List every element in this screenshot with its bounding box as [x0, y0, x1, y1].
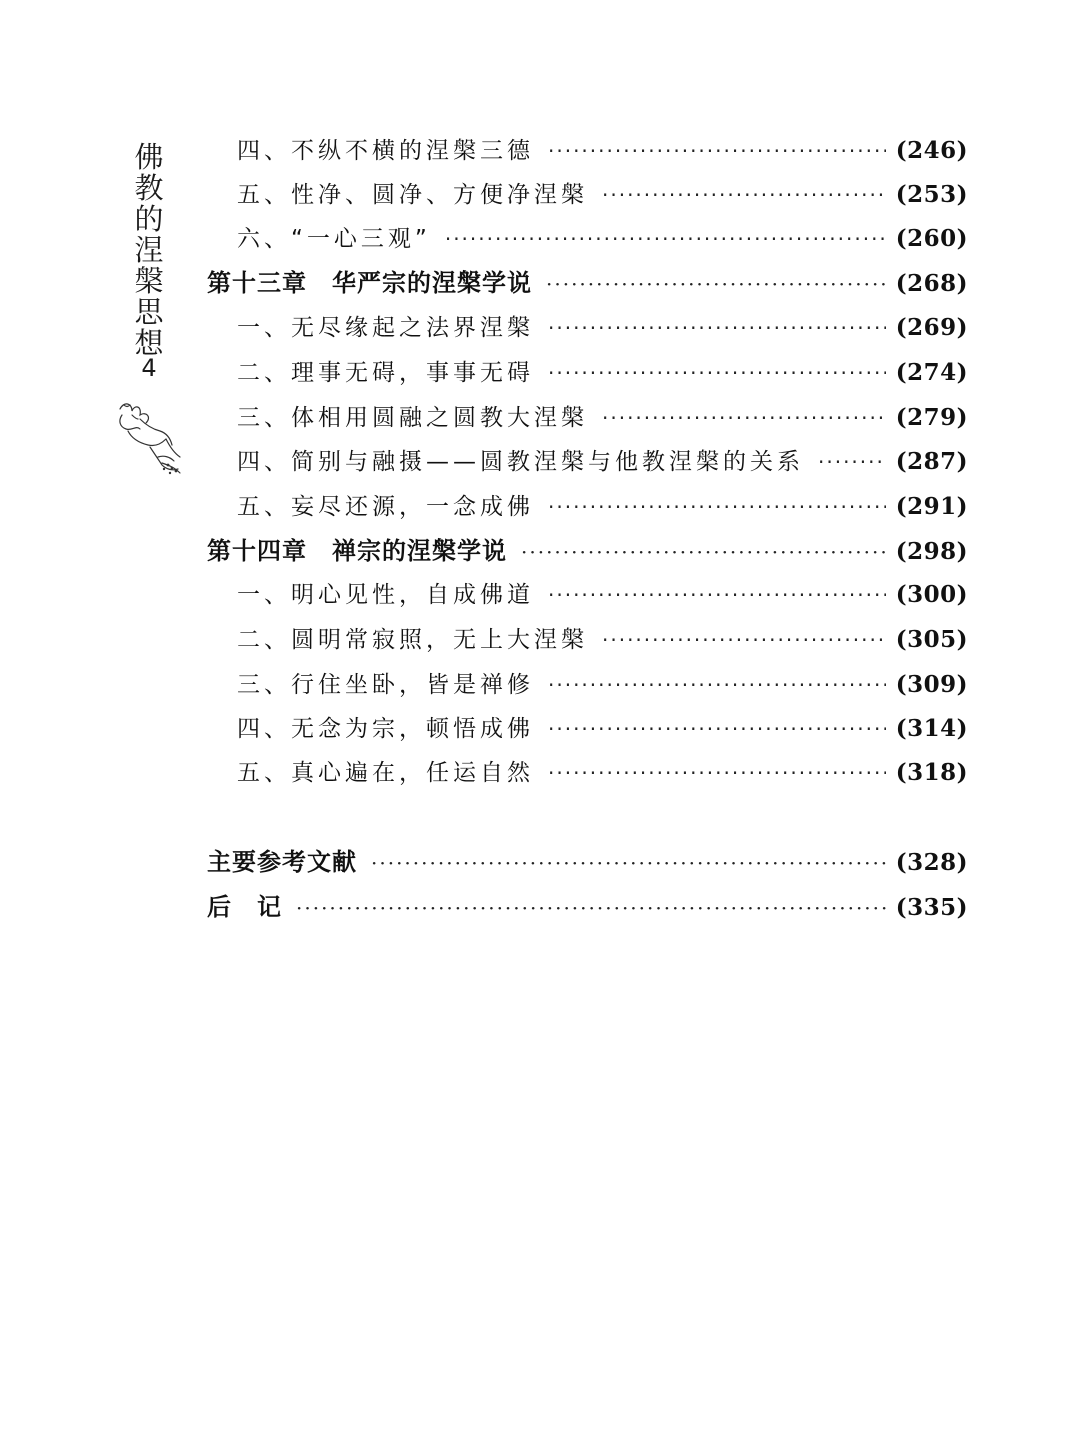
- toc-chapter: [207, 885, 968, 929]
- toc-entry-page: (318): [895, 759, 968, 786]
- toc-entry-page: (309): [895, 671, 968, 698]
- toc-chapter-page: (268): [895, 270, 968, 297]
- toc-entry: [237, 173, 968, 217]
- toc-chapter-title: 第十三章 华严宗的涅槃学说: [207, 268, 532, 297]
- toc-entry-page: (274): [895, 359, 968, 386]
- leader-dots: [602, 396, 886, 440]
- leader-dots: [818, 440, 886, 484]
- toc-chapter-page: (335): [895, 894, 968, 921]
- toc-entry-title: 四、简别与融摄——圆教涅槃与他教涅槃的关系: [237, 449, 804, 475]
- toc-entry-title: 四、无念为宗，顿悟成佛: [237, 716, 534, 742]
- toc-entry: [237, 129, 968, 173]
- leader-dots: [548, 485, 886, 529]
- toc-entry-title: 一、明心见性，自成佛道: [237, 582, 534, 608]
- toc-entry-title: 四、不纵不横的涅槃三德: [237, 138, 534, 164]
- page-number: 4: [141, 354, 157, 382]
- toc-entry-page: (305): [895, 626, 968, 653]
- toc-chapter: [207, 261, 968, 305]
- running-book-title: [131, 142, 167, 359]
- toc-chapter-title: 后 记: [207, 892, 282, 921]
- toc-chapter-page: (298): [895, 538, 968, 565]
- toc-entry-title: 三、行住坐卧，皆是禅修: [237, 672, 534, 698]
- title-char: 槃: [134, 264, 164, 298]
- toc-entry-page: (291): [895, 493, 968, 520]
- leader-dots: [602, 618, 886, 662]
- toc-entry-title: 五、真心遍在，任运自然: [237, 760, 534, 786]
- toc-entry-page: (269): [895, 314, 968, 341]
- toc-chapter: [207, 840, 968, 884]
- toc-entry: [237, 485, 968, 529]
- toc-chapter: [207, 529, 968, 573]
- leader-dots: [546, 262, 886, 306]
- toc-chapter-title: 第十四章 禅宗的涅槃学说: [207, 536, 507, 565]
- toc-entry-page: (287): [895, 448, 968, 475]
- toc-entry-title: 五、性净、圆净、方便净涅槃: [237, 182, 588, 208]
- toc-entry: [237, 306, 968, 350]
- leader-dots: [548, 129, 886, 173]
- title-char: 教: [134, 171, 164, 205]
- toc-entry-page: (279): [895, 404, 968, 431]
- title-char: 思: [134, 295, 164, 329]
- toc-entry: [237, 573, 968, 617]
- toc-entry: [237, 618, 968, 662]
- leader-dots: [548, 573, 886, 617]
- toc-entry-title: 六、“一心三观”: [237, 226, 431, 252]
- toc-chapter-page: (328): [895, 849, 968, 876]
- leader-dots: [296, 886, 886, 930]
- toc-entry: [237, 351, 968, 395]
- toc-entry-title: 一、无尽缘起之法界涅槃: [237, 315, 534, 341]
- toc-chapter-title: 主要参考文献: [207, 847, 357, 876]
- leader-dots: [548, 707, 886, 751]
- toc-entry-page: (253): [895, 181, 968, 208]
- lotus-hand-ornament-icon: [110, 395, 190, 481]
- toc-entry-page: (246): [895, 137, 968, 164]
- leader-dots: [548, 351, 886, 395]
- toc-entry: [237, 707, 968, 751]
- toc-entry: [237, 396, 968, 440]
- toc-entry: [237, 440, 968, 484]
- leader-dots: [445, 217, 886, 261]
- toc-entry-title: 二、圆明常寂照，无上大涅槃: [237, 627, 588, 653]
- leader-dots: [548, 751, 886, 795]
- toc-entry: [237, 217, 968, 261]
- leader-dots: [371, 841, 886, 885]
- toc-entry-page: (260): [895, 225, 968, 252]
- toc-entry-page: (314): [895, 715, 968, 742]
- leader-dots: [521, 530, 886, 574]
- toc-entry-page: (300): [895, 581, 968, 608]
- toc-entry: [237, 663, 968, 707]
- toc-entry-title: 五、妄尽还源，一念成佛: [237, 494, 534, 520]
- leader-dots: [602, 173, 886, 217]
- leader-dots: [548, 663, 886, 707]
- title-char: 想: [134, 326, 164, 360]
- leader-dots: [548, 306, 886, 350]
- title-char: 的: [134, 202, 164, 236]
- toc-entry: [237, 751, 968, 795]
- title-char: 涅: [134, 233, 164, 267]
- title-char: 佛: [134, 140, 164, 174]
- toc-entry-title: 三、体相用圆融之圆教大涅槃: [237, 405, 588, 431]
- toc-entry-title: 二、理事无碍，事事无碍: [237, 360, 534, 386]
